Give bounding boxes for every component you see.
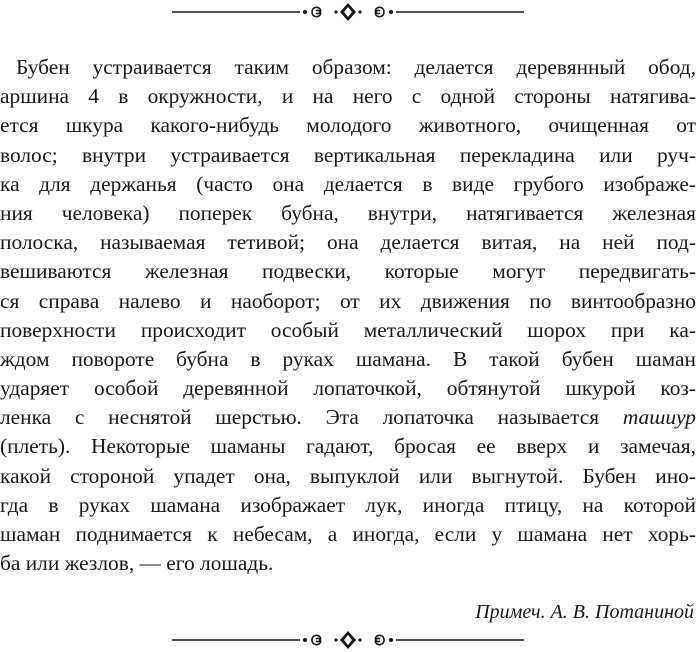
text-line: Бубен устраивается таким образом: делается деревянный обод, bbox=[16, 55, 696, 79]
text-line: ждом повороте бубна в руках шамана. В такой бубен шаман bbox=[0, 346, 696, 371]
text-line: ударяет особой деревянной лопаточкой, обтянутой шкурой коз- bbox=[0, 376, 696, 401]
text-line: аршина 4 в окружности, и на него с одной стороны натягива- bbox=[0, 84, 696, 109]
text-line: ется шкура какого-нибудь молодого животного, очищенная от bbox=[0, 113, 696, 138]
signature-note: Примеч. А. В. Потаниной bbox=[475, 601, 694, 623]
text-segment: ленка с неснятой шерстью. Эта лопаточка называется bbox=[0, 405, 600, 430]
body-paragraph bbox=[0, 53, 696, 578]
text-line: поверхности происходит особый металлический шорох при ка- bbox=[0, 317, 696, 342]
text-line-with-term bbox=[0, 403, 696, 432]
text-line: какой стороной упадет она, выпуклой или выгнутой. Бубен ино- bbox=[0, 463, 696, 488]
text-line: ся справа налево и наоборот; от их движения по винтообразно bbox=[0, 288, 696, 313]
text-line: полоска, называемая тетивой; она делается витая, на ней под- bbox=[0, 230, 696, 255]
scroll-divider-icon bbox=[0, 628, 696, 652]
text-line: ка для держанья (часто она делается в виде грубого изображе- bbox=[0, 171, 696, 196]
text-line: (плеть). Некоторые шаманы гадают, бросая ее вверх и замечая, bbox=[0, 434, 696, 459]
text-line: ния человека) поперек бубна, внутри, натягивается железная bbox=[0, 200, 696, 225]
italic-term: ташиур bbox=[622, 405, 696, 430]
scroll-divider-icon bbox=[0, 0, 696, 24]
bottom-ornament bbox=[0, 628, 696, 652]
text-line: вешиваются железная подвески, которые могут передвигать- bbox=[0, 259, 696, 284]
text-line: шаман поднимается к небесам, а иногда, если у шамана нет хорь- bbox=[0, 522, 696, 546]
text-line: волос; внутри устраивается вертикальная перекладина или руч- bbox=[0, 142, 696, 167]
text-line: гда в руках шамана изображает лук, иногда птицу, на которой bbox=[0, 492, 696, 517]
text-line: ба или жезлов, — его лошадь. bbox=[0, 551, 274, 576]
top-ornament bbox=[0, 0, 696, 24]
